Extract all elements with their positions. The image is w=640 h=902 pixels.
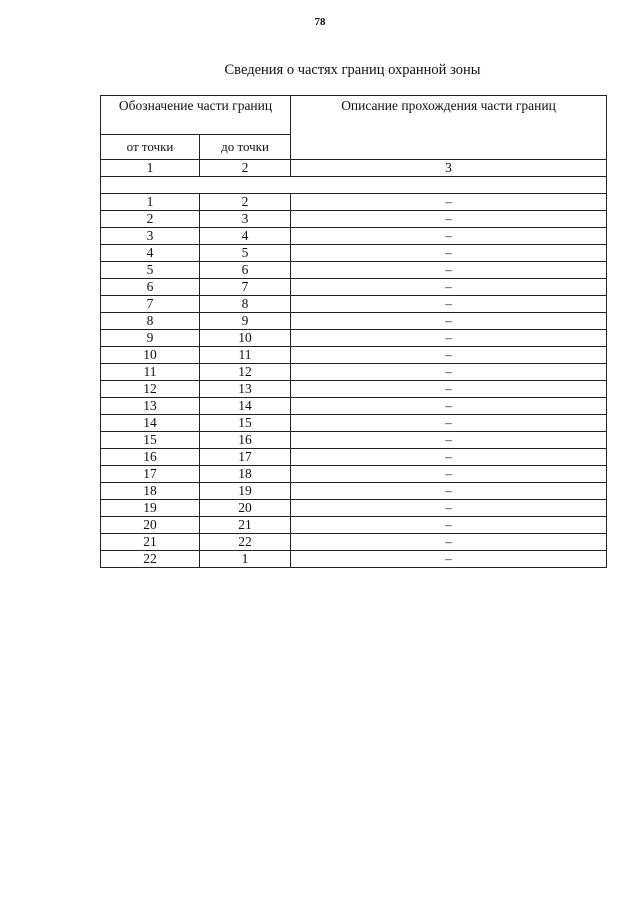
from-point-cell: 13 <box>101 398 200 415</box>
header-to-point: до точки <box>200 135 291 160</box>
to-point-cell: 18 <box>200 466 291 483</box>
table-row <box>101 279 607 296</box>
column-number-3: 3 <box>291 160 607 177</box>
from-point-cell: 11 <box>101 364 200 381</box>
from-point-cell: 5 <box>101 262 200 279</box>
to-point-cell: 11 <box>200 347 291 364</box>
from-point-cell: 10 <box>101 347 200 364</box>
from-point-cell: 4 <box>101 245 200 262</box>
description-cell: – <box>291 466 607 483</box>
description-cell: – <box>291 245 607 262</box>
to-point-cell: 14 <box>200 398 291 415</box>
table-row <box>101 330 607 347</box>
description-cell: – <box>291 228 607 245</box>
description-cell: – <box>291 279 607 296</box>
to-point-cell: 22 <box>200 534 291 551</box>
to-point-cell: 20 <box>200 500 291 517</box>
from-point-cell: 19 <box>101 500 200 517</box>
from-point-cell: 14 <box>101 415 200 432</box>
to-point-cell: 6 <box>200 262 291 279</box>
column-number-2: 2 <box>200 160 291 177</box>
header-boundary-part-designation: Обозначение части границ <box>101 96 291 135</box>
table-row <box>101 466 607 483</box>
to-point-cell: 21 <box>200 517 291 534</box>
column-number-1: 1 <box>101 160 200 177</box>
to-point-cell: 1 <box>200 551 291 568</box>
table-row <box>101 551 607 568</box>
to-point-cell: 13 <box>200 381 291 398</box>
table-row <box>101 347 607 364</box>
header-row <box>101 96 607 135</box>
table-row <box>101 194 607 211</box>
from-point-cell: 3 <box>101 228 200 245</box>
description-cell: – <box>291 262 607 279</box>
column-number-row <box>101 160 607 177</box>
document-title: Сведения о частях границ охранной зоны <box>224 62 481 78</box>
to-point-cell: 15 <box>200 415 291 432</box>
from-point-cell: 8 <box>101 313 200 330</box>
separator-cell <box>101 177 607 194</box>
from-point-cell: 17 <box>101 466 200 483</box>
to-point-cell: 16 <box>200 432 291 449</box>
from-point-cell: 18 <box>101 483 200 500</box>
to-point-cell: 17 <box>200 449 291 466</box>
to-point-cell: 9 <box>200 313 291 330</box>
to-point-cell: 19 <box>200 483 291 500</box>
description-cell: – <box>291 398 607 415</box>
table-row <box>101 517 607 534</box>
header-boundary-description: Описание прохождения части границ <box>291 96 607 160</box>
from-point-cell: 9 <box>101 330 200 347</box>
description-cell: – <box>291 449 607 466</box>
table-row <box>101 449 607 466</box>
to-point-cell: 10 <box>200 330 291 347</box>
from-point-cell: 20 <box>101 517 200 534</box>
to-point-cell: 12 <box>200 364 291 381</box>
table-row <box>101 296 607 313</box>
to-point-cell: 3 <box>200 211 291 228</box>
description-cell: – <box>291 432 607 449</box>
separator-row <box>101 177 607 194</box>
to-point-cell: 7 <box>200 279 291 296</box>
table-row <box>101 415 607 432</box>
boundary-parts-table <box>100 95 607 568</box>
table-row <box>101 432 607 449</box>
table-row <box>101 500 607 517</box>
to-point-cell: 4 <box>200 228 291 245</box>
description-cell: – <box>291 415 607 432</box>
from-point-cell: 21 <box>101 534 200 551</box>
description-cell: – <box>291 194 607 211</box>
description-cell: – <box>291 551 607 568</box>
table-row <box>101 313 607 330</box>
table-row <box>101 211 607 228</box>
from-point-cell: 15 <box>101 432 200 449</box>
table-row <box>101 381 607 398</box>
from-point-cell: 2 <box>101 211 200 228</box>
description-cell: – <box>291 500 607 517</box>
table-row <box>101 245 607 262</box>
from-point-cell: 1 <box>101 194 200 211</box>
from-point-cell: 12 <box>101 381 200 398</box>
to-point-cell: 2 <box>200 194 291 211</box>
description-cell: – <box>291 330 607 347</box>
from-point-cell: 6 <box>101 279 200 296</box>
from-point-cell: 16 <box>101 449 200 466</box>
description-cell: – <box>291 347 607 364</box>
table-row <box>101 483 607 500</box>
description-cell: – <box>291 211 607 228</box>
description-cell: – <box>291 517 607 534</box>
table-row <box>101 534 607 551</box>
table-row <box>101 398 607 415</box>
to-point-cell: 5 <box>200 245 291 262</box>
description-cell: – <box>291 534 607 551</box>
from-point-cell: 7 <box>101 296 200 313</box>
header-from-point: от точки <box>101 135 200 160</box>
table-row <box>101 228 607 245</box>
from-point-cell: 22 <box>101 551 200 568</box>
description-cell: – <box>291 364 607 381</box>
description-cell: – <box>291 313 607 330</box>
description-cell: – <box>291 483 607 500</box>
table-row <box>101 364 607 381</box>
description-cell: – <box>291 381 607 398</box>
table-row <box>101 262 607 279</box>
description-cell: – <box>291 296 607 313</box>
to-point-cell: 8 <box>200 296 291 313</box>
page-number: 78 <box>314 16 326 28</box>
